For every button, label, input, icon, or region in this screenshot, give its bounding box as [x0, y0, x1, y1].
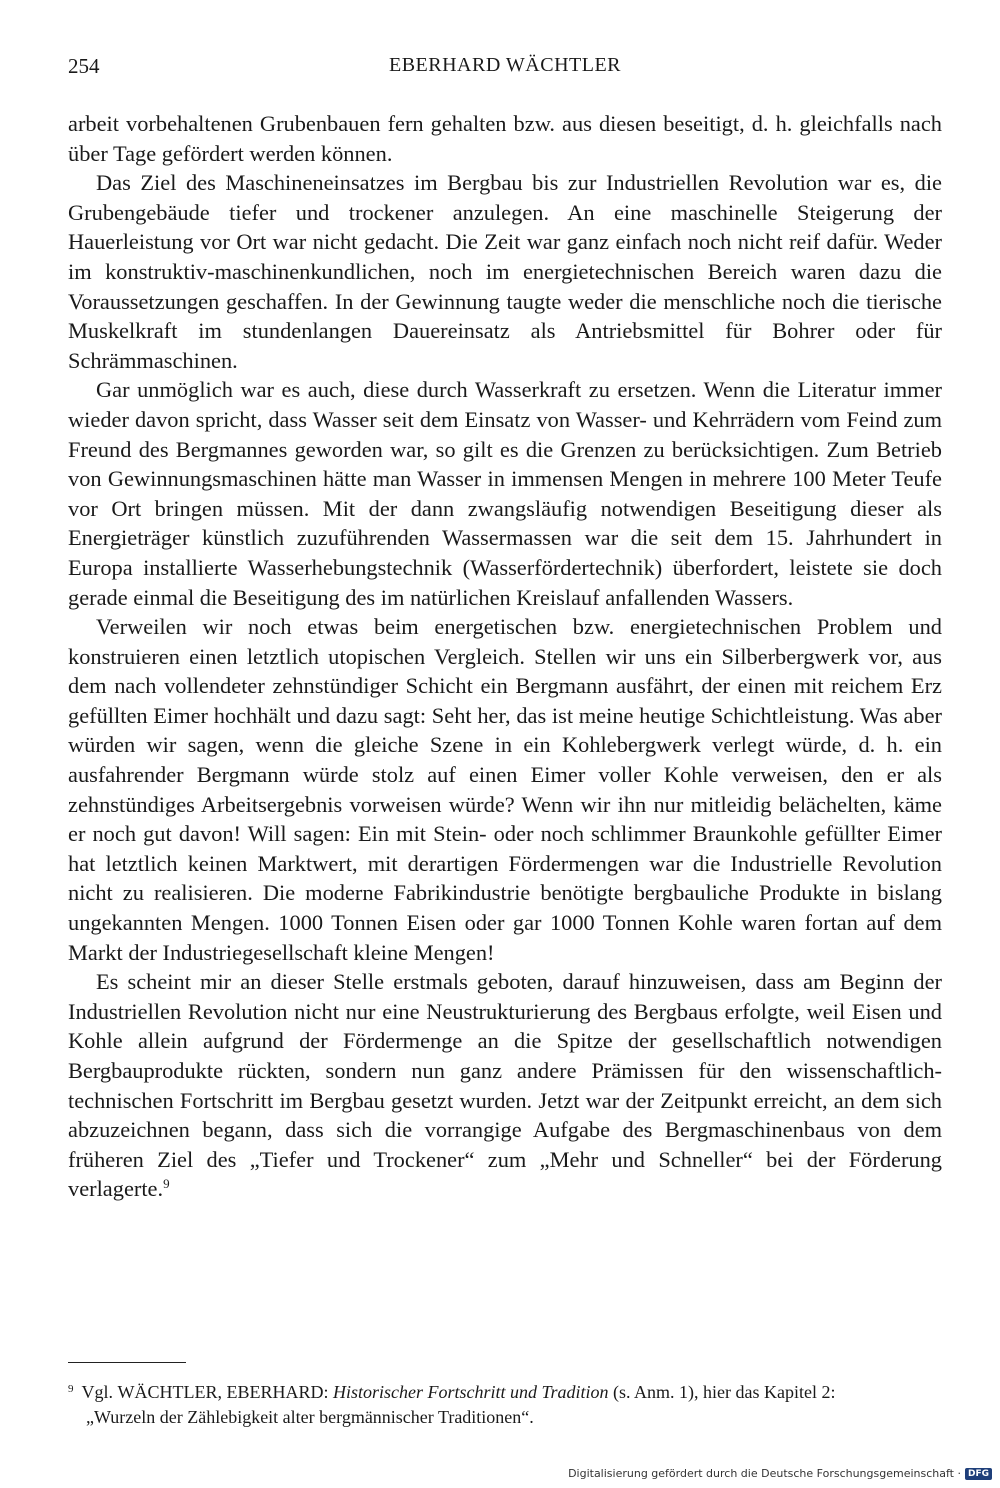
paragraph-5-text: Es scheint mir an dieser Stelle erstmals geboten, darauf hinzuweisen, dass am Beginn der Industriellen Revolution nicht nur eine Neustrukturierung des Bergbaus erfolgte, weil Eisen und Kohle allein aufgrund der Fördermenge an die Spitze der gesellschaftlich notwendigen Bergbauprodukte rückten, sondern nun ganz andere Prämissen für den wissenschaftlich-technischen Fortschritt im Bergbau gesetzt wurden. Jetzt war der Zeitpunkt erreicht, an dem sich abzuzeichnen begann, dass sich die vorrangige Aufgabe des Bergmaschinenbaus von dem früheren Ziel des „Tiefer und Trockener“ zum „Mehr und Schneller“ bei der Förderung verlagerte.	[68, 969, 942, 1202]
page-header	[68, 54, 942, 84]
paragraph-2: Das Ziel des Maschineneinsatzes im Bergbau bis zur Industriellen Revolution war es, die Grubengebäude tiefer und trockener anzulegen. An eine maschinelle Steigerung der Hauerleistung vor Ort war nicht gedacht. Die Zeit war ganz einfach noch nicht reif dafür. Weder im konstruktiv-maschinenkundlichen, noch im energietechnischen Bereich waren dazu die Voraussetzungen geschaffen. In der Gewinnung taugte weder die menschliche noch die tierische Muskelkraft im stundenlangen Dauereinsatz als Antriebsmittel für Bohrer oder für Schrämmaschinen.	[68, 170, 942, 373]
footnote-title: Historischer Fortschritt und Tradition	[333, 1382, 609, 1402]
footnote-rest: (s. Anm. 1), hier das Kapitel 2:	[613, 1382, 836, 1402]
paragraph-3: Gar unmöglich war es auch, diese durch Wasserkraft zu ersetzen. Wenn die Literatur immer wieder davon spricht, dass Wasser seit dem Einsatz von Wasser- und Kehrrädern vom Feind zum Freund des Bergmannes geworden war, so gilt es die Grenzen zu berücksichtigen. Zum Betrieb von Gewinnungsmaschinen hätte man Wasser in immensen Mengen in mehrere 100 Meter Teufe vor Ort bringen müssen. Mit der dann zwangsläufig notwendigen Beseitigung dieser als Energieträger künstlich zuzuführenden Wassermassen war die seit dem 15. Jahrhundert in Europa installierte Wasserhebungstechnik (Wasserfördertechnik) überfordert, leistete sie doch gerade einmal die Beseitigung des im natürlichen Kreislauf anfallenden Wassers.	[68, 377, 942, 610]
footnote-divider	[68, 1362, 186, 1363]
page-number: 254	[68, 54, 100, 78]
footnote-author: WÄCHTLER, EBERHARD:	[117, 1382, 329, 1402]
footnote	[68, 1380, 942, 1430]
digitization-note-text: Digitalisierung gefördert durch die Deutsche Forschungsgemeinschaft ·	[568, 1467, 961, 1480]
footnote-number: 9	[68, 1383, 74, 1395]
paragraph-5	[68, 967, 942, 1204]
running-head: EBERHARD WÄCHTLER	[388, 54, 621, 76]
paragraph-1: arbeit vorbehaltenen Grubenbauen fern gehalten bzw. aus diesen beseitigt, d. h. gleichfalls nach über Tage gefördert werden können.	[68, 111, 942, 166]
dfg-logo: DFG	[965, 1468, 992, 1480]
footnote-reference[interactable]: 9	[163, 1176, 170, 1192]
digitization-note	[568, 1467, 992, 1480]
body-text	[68, 109, 942, 1204]
footnote-line-2: „Wurzeln der Zählebigkeit alter bergmännischer Traditionen“.	[86, 1407, 534, 1427]
footnote-prefix: Vgl.	[81, 1382, 113, 1402]
paragraph-4: Verweilen wir noch etwas beim energetischen bzw. energietechnischen Problem und konstruieren einen letztlich utopischen Vergleich. Stellen wir uns ein Silberbergwerk vor, aus dem nach vollendeter zehnstündiger Schicht ein Bergmann ausfährt, der einen mit reichem Erz gefüllten Eimer hochhält und dazu sagt: Seht her, das ist meine heutige Schichtleistung. Was aber würden wir sagen, wenn die gleiche Szene in ein Kohlebergwerk verlegt würde, d. h. ein ausfahrender Bergmann würde stolz auf einen Eimer voller Kohle verweisen, den er als zehnstündiges Arbeitsergebnis vorweisen würde? Wenn wir ihn nur mitleidig belächelten, käme er noch gut davon! Will sagen: Ein mit Stein- oder noch schlimmer Braunkohle gefüllter Eimer hat letztlich keinen Marktwert, mit derartigen Fördermengen war die Industrielle Revolution nicht zu realisieren. Die moderne Fabrikindustrie benötigte bergbauliche Produkte in bislang ungekannten Mengen. 1000 Tonnen Eisen oder gar 1000 Tonnen Kohle waren fortan auf dem Markt der Industriegesellschaft kleine Mengen!	[68, 614, 942, 965]
